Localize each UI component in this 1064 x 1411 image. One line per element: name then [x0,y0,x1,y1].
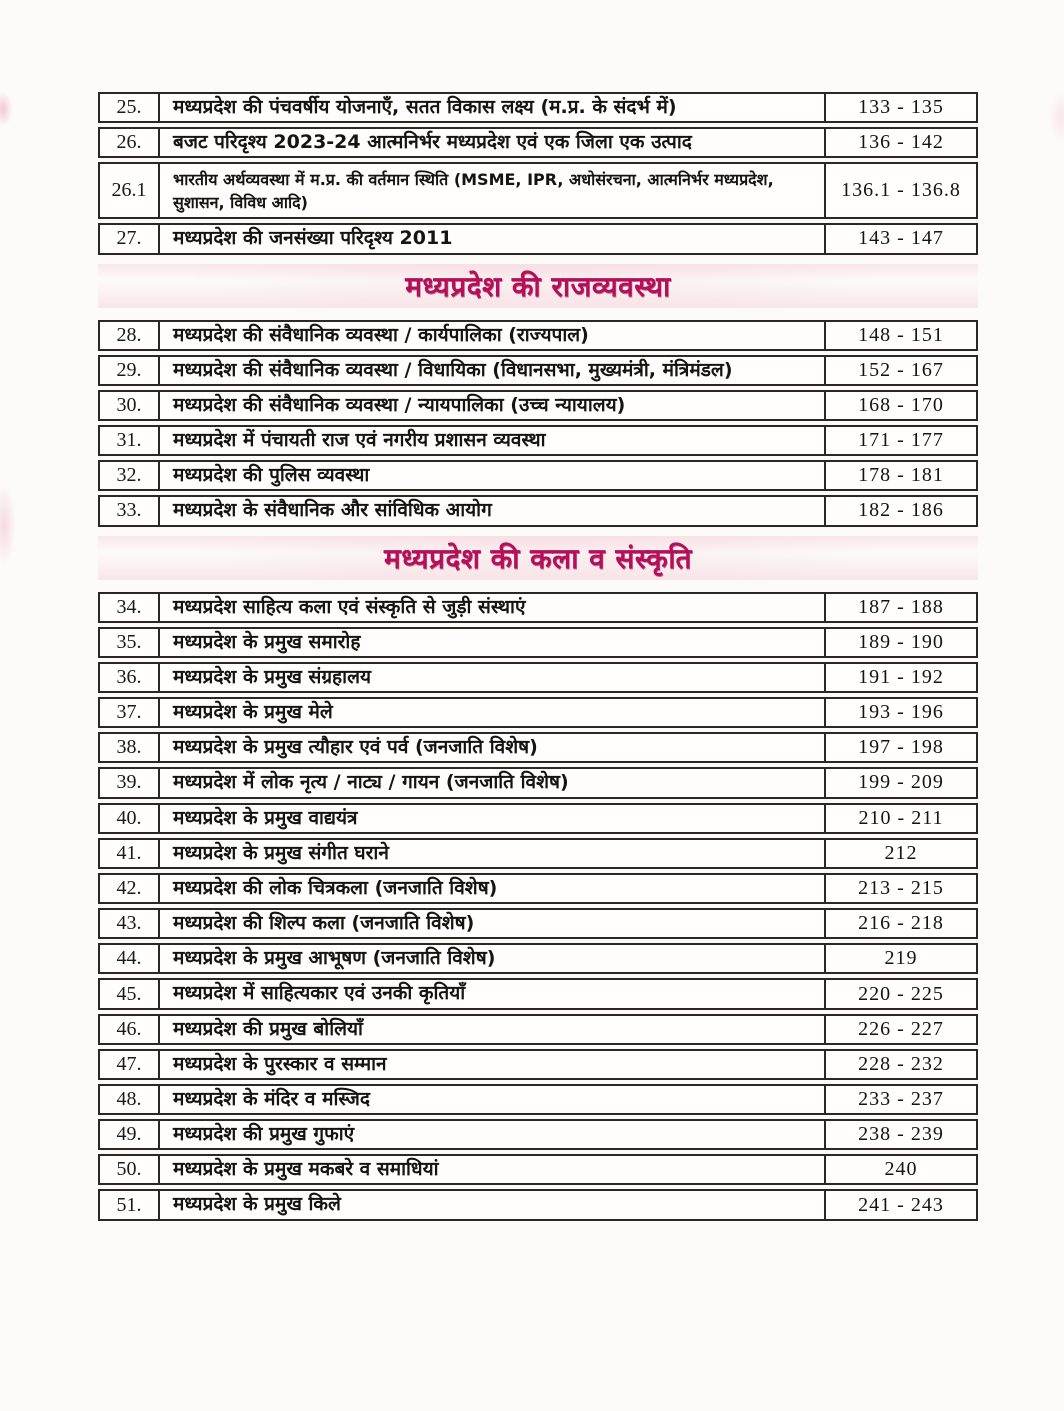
toc-row [98,732,978,763]
toc-row-serial: 50. [100,1156,160,1183]
toc-row-pages: 197 - 198 [824,734,976,761]
toc-row-serial: 41. [100,840,160,867]
toc-row-title: मध्यप्रदेश के प्रमुख मकबरे व समाधियां [173,1158,439,1181]
toc-row [98,873,978,904]
toc-row-serial: 33. [100,497,160,524]
toc-row [98,92,978,123]
toc-table [98,92,978,1225]
toc-row-pages: 187 - 188 [824,594,976,621]
toc-row-pages: 133 - 135 [824,94,976,121]
toc-row-serial: 51. [100,1191,160,1218]
toc-row-title: मध्यप्रदेश के मंदिर व मस्जिद [173,1087,370,1110]
scan-smudge [1044,82,1064,152]
toc-row-title: मध्यप्रदेश की संवैधानिक व्यवस्था / कार्यपालिका (राज्यपाल) [173,323,589,346]
toc-row-pages: 168 - 170 [824,392,976,419]
toc-row [98,1049,978,1080]
toc-row-title: मध्यप्रदेश में लोक नृत्य / नाट्य / गायन (जनजाति विशेष) [173,771,569,794]
toc-row-serial: 35. [100,629,160,656]
toc-row-pages: 220 - 225 [824,980,976,1007]
toc-row-pages: 226 - 227 [824,1016,976,1043]
section-header-band [98,264,978,308]
toc-row-pages: 238 - 239 [824,1121,976,1148]
toc-row [98,460,978,491]
toc-row-title: मध्यप्रदेश के प्रमुख संग्रहालय [173,665,371,688]
toc-row-pages: 213 - 215 [824,875,976,902]
toc-row-pages: 189 - 190 [824,629,976,656]
toc-row-title: मध्यप्रदेश की प्रमुख बोलियाँ [173,1017,363,1040]
scan-smudge [0,86,16,132]
toc-row-title: मध्यप्रदेश की शिल्प कला (जनजाति विशेष) [173,912,475,935]
toc-row-pages: 148 - 151 [824,322,976,349]
toc-row-title: मध्यप्रदेश के पुरस्कार व सम्मान [173,1052,387,1075]
section-header-band [98,536,978,580]
toc-row [98,1189,978,1220]
toc-row-serial: 38. [100,734,160,761]
toc-row-serial: 30. [100,392,160,419]
toc-row-title: भारतीय अर्थव्यवस्था में म.प्र. की वर्तमान स्थिति (MSME, IPR, अधोसंरचना, आत्मनिर्भर मध्यप्रदेश, सुशासन, विविध आदि) [173,169,774,212]
toc-row-serial: 49. [100,1121,160,1148]
toc-row [98,1154,978,1185]
toc-row-pages: 136.1 - 136.8 [824,164,976,217]
toc-row [98,627,978,658]
toc-row-pages: 210 - 211 [824,805,976,832]
toc-row-title: मध्यप्रदेश के प्रमुख मेले [173,701,333,724]
toc-row [98,425,978,456]
section-header-title: मध्यप्रदेश की राजव्यवस्था [405,269,671,303]
toc-row-title: मध्यप्रदेश के प्रमुख त्यौहार एवं पर्व (जनजाति विशेष) [173,736,538,759]
toc-row [98,495,978,526]
toc-row-title: मध्यप्रदेश के प्रमुख आभूषण (जनजाति विशेष) [173,947,496,970]
toc-row-title: मध्यप्रदेश के प्रमुख किले [173,1193,341,1216]
toc-row [98,662,978,693]
toc-row-title: मध्यप्रदेश के संवैधानिक और सांविधिक आयोग [173,499,492,522]
toc-row-serial: 45. [100,980,160,1007]
toc-row [98,355,978,386]
toc-row-serial: 42. [100,875,160,902]
toc-row-pages: 193 - 196 [824,699,976,726]
toc-row [98,838,978,869]
toc-row-title: मध्यप्रदेश साहित्य कला एवं संस्कृति से जुड़ी संस्थाएं [173,595,526,618]
toc-row-title: मध्यप्रदेश के प्रमुख वाद्ययंत्र [173,806,358,829]
toc-row-pages: 240 [824,1156,976,1183]
toc-row-pages: 212 [824,840,976,867]
toc-row [98,908,978,939]
toc-row-pages: 152 - 167 [824,357,976,384]
toc-row-pages: 199 - 209 [824,769,976,796]
toc-row-serial: 26. [100,129,160,156]
toc-row-serial: 44. [100,945,160,972]
toc-row-title: मध्यप्रदेश के प्रमुख संगीत घराने [173,841,389,864]
toc-row-title: मध्यप्रदेश की संवैधानिक व्यवस्था / न्यायपालिका (उच्च न्यायालय) [173,393,626,416]
toc-row-serial: 43. [100,910,160,937]
scan-smudge [0,470,20,580]
toc-row-serial: 34. [100,594,160,621]
toc-row-serial: 46. [100,1016,160,1043]
toc-row-title: मध्यप्रदेश में पंचायती राज एवं नगरीय प्रशासन व्यवस्था [173,429,546,452]
toc-row-pages: 178 - 181 [824,462,976,489]
toc-row [98,803,978,834]
toc-row-serial: 47. [100,1051,160,1078]
toc-row [98,1014,978,1045]
toc-row-serial: 31. [100,427,160,454]
toc-row-serial: 37. [100,699,160,726]
toc-row [98,978,978,1009]
toc-row [98,127,978,158]
toc-row-title: मध्यप्रदेश की संवैधानिक व्यवस्था / विधायिका (विधानसभा, मुख्यमंत्री, मंत्रिमंडल) [173,358,733,381]
section-header-title: मध्यप्रदेश की कला व संस्कृति [384,541,692,575]
toc-row-serial: 25. [100,94,160,121]
toc-row [98,320,978,351]
toc-row [98,1119,978,1150]
toc-row-title: मध्यप्रदेश की प्रमुख गुफाएं [173,1123,355,1146]
toc-row-serial: 39. [100,769,160,796]
toc-row-serial: 36. [100,664,160,691]
toc-row-pages: 219 [824,945,976,972]
toc-row-pages: 228 - 232 [824,1051,976,1078]
toc-row-title: मध्यप्रदेश की पंचवर्षीय योजनाएँ, सतत विकास लक्ष्य (म.प्र. के संदर्भ में) [173,96,677,118]
toc-row-serial: 40. [100,805,160,832]
toc-row-serial: 29. [100,357,160,384]
toc-row [98,767,978,798]
toc-row [98,592,978,623]
toc-row-pages: 216 - 218 [824,910,976,937]
toc-row-title: मध्यप्रदेश के प्रमुख समारोह [173,630,361,653]
toc-row [98,162,978,219]
toc-row-serial: 28. [100,322,160,349]
toc-row-title: मध्यप्रदेश की पुलिस व्यवस्था [173,464,370,487]
toc-row-pages: 143 - 147 [824,225,976,252]
toc-row [98,223,978,254]
toc-row-pages: 241 - 243 [824,1191,976,1218]
toc-row-title: बजट परिदृश्य 2023-24 आत्मनिर्भर मध्यप्रदेश एवं एक जिला एक उत्पाद [173,131,692,154]
toc-row-pages: 233 - 237 [824,1086,976,1113]
toc-row-title: मध्यप्रदेश की जनसंख्या परिदृश्य 2011 [173,227,453,250]
toc-row [98,943,978,974]
toc-row-pages: 191 - 192 [824,664,976,691]
toc-row [98,697,978,728]
toc-row [98,1084,978,1115]
toc-row-serial: 26.1 [100,164,160,217]
toc-row-serial: 27. [100,225,160,252]
toc-row-pages: 171 - 177 [824,427,976,454]
toc-row-pages: 136 - 142 [824,129,976,156]
toc-row-pages: 182 - 186 [824,497,976,524]
toc-row-title: मध्यप्रदेश में साहित्यकार एवं उनकी कृतियाँ [173,982,466,1005]
toc-row-title: मध्यप्रदेश की लोक चित्रकला (जनजाति विशेष) [173,876,498,899]
toc-row-serial: 32. [100,462,160,489]
toc-row-serial: 48. [100,1086,160,1113]
toc-row [98,390,978,421]
